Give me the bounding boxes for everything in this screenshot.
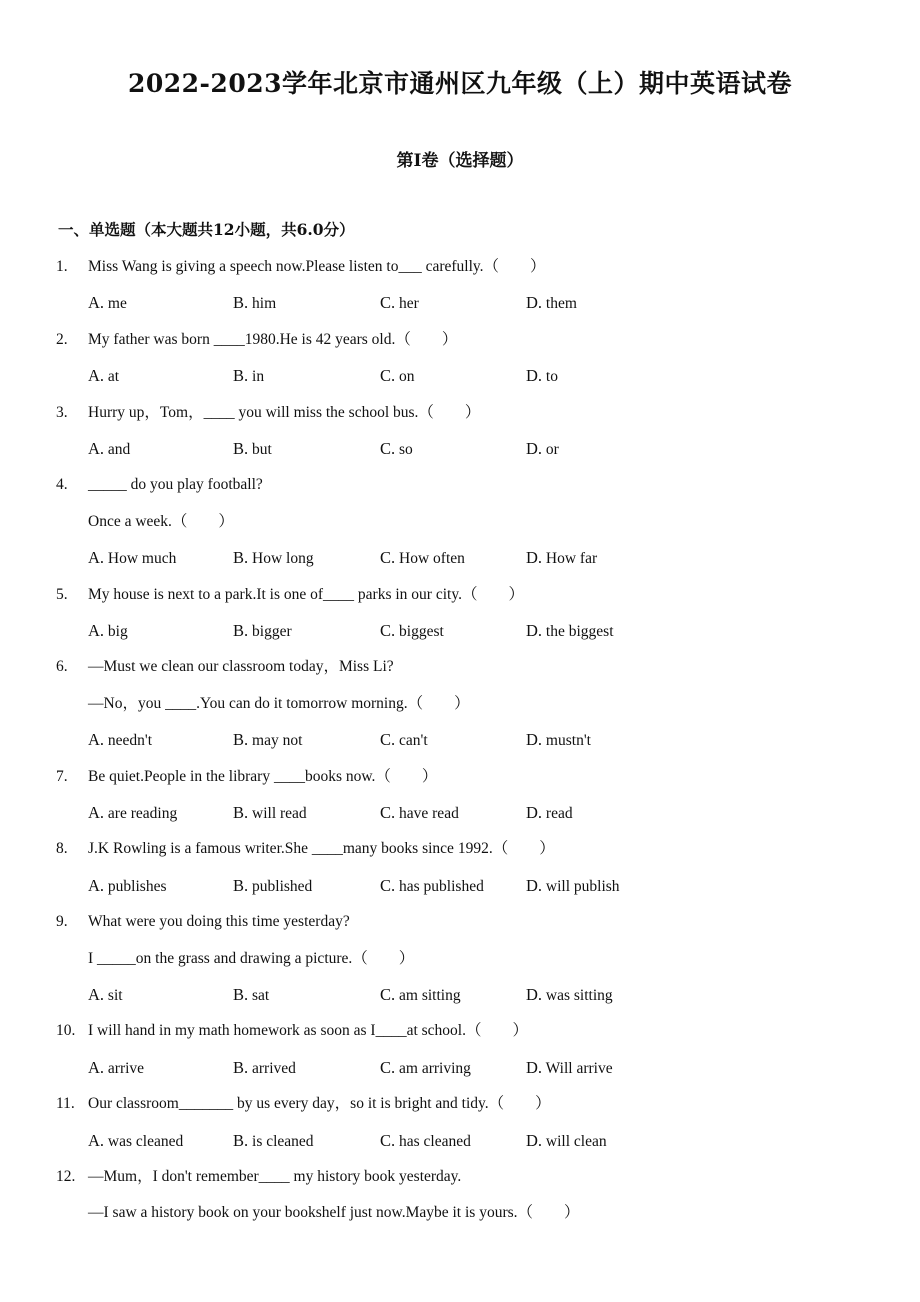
- question-number: 7.: [56, 767, 68, 785]
- option-letter: D.: [526, 803, 543, 822]
- question-12-stem: [0, 1165, 920, 1189]
- option-letter: B.: [233, 875, 249, 895]
- question-5-options: [0, 619, 920, 643]
- question-10-stem: [0, 1019, 920, 1043]
- option-letter: C.: [380, 985, 396, 1004]
- option-letter: A.: [88, 1057, 105, 1077]
- option-letter: C.: [380, 366, 396, 386]
- option-text: is cleaned: [248, 1132, 314, 1150]
- question-text: —Mum，I don't remember____ my history book yesterday.: [88, 1168, 462, 1185]
- option-text: was cleaned: [104, 1132, 184, 1150]
- option-c[interactable]: [380, 546, 465, 571]
- option-a[interactable]: [88, 546, 176, 571]
- question-number: 3.: [56, 403, 68, 421]
- option-letter: A.: [88, 875, 105, 895]
- question-number: 2.: [56, 330, 68, 348]
- part-title: 第I卷（选择题）: [396, 151, 524, 171]
- option-letter: D.: [526, 985, 543, 1004]
- question-number: 11.: [56, 1095, 75, 1113]
- question-4-options: [0, 546, 920, 570]
- question-text: My father was born ____1980.He is 42 years old.（ ）: [88, 330, 458, 348]
- option-text: has published: [395, 877, 484, 895]
- question-number: 4.: [56, 476, 68, 494]
- option-d[interactable]: [526, 291, 577, 316]
- option-text: mustn't: [542, 732, 591, 750]
- option-b[interactable]: [233, 728, 302, 753]
- option-letter: B.: [233, 1057, 249, 1077]
- option-d[interactable]: [526, 364, 558, 389]
- option-text: him: [248, 295, 277, 313]
- option-letter: C.: [380, 1057, 396, 1077]
- option-text: biggest: [395, 623, 444, 640]
- option-text: How long: [248, 550, 314, 568]
- option-letter: B.: [233, 439, 249, 458]
- option-text: was sitting: [542, 987, 613, 1004]
- option-b[interactable]: [233, 801, 307, 826]
- option-text: and: [104, 441, 131, 458]
- option-text: may not: [248, 732, 303, 750]
- option-d[interactable]: [526, 801, 573, 826]
- question-text: Miss Wang is giving a speech now.Please listen to___ carefully.（ ）: [88, 258, 546, 275]
- question-9-options: [0, 983, 920, 1007]
- option-d[interactable]: [526, 728, 591, 753]
- option-d[interactable]: [526, 1056, 613, 1081]
- question-text: I _____on the grass and drawing a picture.（ ）: [88, 949, 415, 967]
- question-11-stem: [0, 1092, 920, 1116]
- question-number: 5.: [56, 585, 68, 603]
- option-a[interactable]: [88, 874, 166, 899]
- option-text: bigger: [248, 623, 292, 640]
- option-a[interactable]: [88, 437, 130, 462]
- question-text: Be quiet.People in the library ____books now.（ ）: [88, 767, 438, 785]
- question-text: —No，you ____.You can do it tomorrow morning.（ ）: [88, 694, 470, 712]
- question-1-options: [0, 291, 920, 315]
- question-4-stem: [0, 473, 920, 497]
- option-letter: A.: [88, 803, 105, 822]
- option-c[interactable]: [380, 364, 415, 389]
- option-text: are reading: [104, 805, 178, 822]
- option-text: the biggest: [542, 623, 614, 640]
- option-text: her: [395, 295, 419, 313]
- option-text: can't: [395, 732, 428, 750]
- question-text: _____ do you play football?: [88, 476, 263, 494]
- option-c[interactable]: [380, 801, 459, 826]
- option-c[interactable]: [380, 728, 428, 753]
- question-3-options: [0, 437, 920, 461]
- option-b[interactable]: [233, 291, 276, 316]
- option-d[interactable]: [526, 983, 613, 1008]
- option-letter: B.: [233, 366, 249, 386]
- question-number: 9.: [56, 913, 68, 931]
- option-letter: D.: [526, 1130, 543, 1150]
- option-letter: B.: [233, 730, 249, 750]
- option-text: arrive: [104, 1059, 145, 1077]
- option-text: but: [248, 441, 272, 458]
- option-text: me: [104, 295, 127, 313]
- option-letter: A.: [88, 439, 105, 458]
- question-7-stem: [0, 765, 920, 789]
- question-text: —I saw a history book on your bookshelf just now.Maybe it is yours.（ ）: [88, 1204, 580, 1222]
- option-a[interactable]: [88, 983, 123, 1008]
- question-number: 10.: [56, 1022, 76, 1040]
- option-text: them: [542, 295, 577, 313]
- option-letter: B.: [233, 803, 249, 822]
- question-6-stem: [0, 655, 920, 679]
- question-number: 8.: [56, 840, 68, 858]
- question-1-stem: [0, 255, 920, 279]
- option-letter: D.: [526, 548, 543, 568]
- option-letter: C.: [380, 293, 396, 313]
- question-text: —Must we clean our classroom today，Miss Li?: [88, 658, 394, 676]
- option-text: sit: [104, 987, 123, 1004]
- option-a[interactable]: [88, 801, 177, 826]
- option-a[interactable]: [88, 364, 119, 389]
- option-a[interactable]: [88, 619, 128, 644]
- option-b[interactable]: [233, 1056, 296, 1081]
- question-number: 1.: [56, 258, 68, 275]
- option-d[interactable]: [526, 546, 597, 571]
- option-b[interactable]: [233, 983, 269, 1008]
- option-text: big: [104, 623, 128, 640]
- question-6-options: [0, 728, 920, 752]
- option-text: to: [542, 368, 558, 386]
- exam-title: 2022-2023学年北京市通州区九年级（上）期中英语试卷: [127, 69, 793, 98]
- option-c[interactable]: [380, 1056, 471, 1081]
- question-9-stem: [0, 910, 920, 934]
- option-letter: D.: [526, 293, 543, 313]
- option-c[interactable]: [380, 983, 461, 1008]
- option-c[interactable]: [380, 619, 444, 644]
- option-text: published: [248, 877, 313, 895]
- option-letter: C.: [380, 1130, 396, 1150]
- question-3-stem: [0, 401, 920, 425]
- option-letter: D.: [526, 1057, 543, 1077]
- option-d[interactable]: [526, 437, 559, 462]
- option-text: on: [395, 368, 415, 386]
- option-a[interactable]: [88, 728, 152, 753]
- option-letter: A.: [88, 621, 105, 640]
- option-letter: D.: [526, 875, 543, 895]
- option-letter: A.: [88, 985, 105, 1004]
- question-number: 12.: [56, 1168, 76, 1185]
- question-text: J.K Rowling is a famous writer.She ____many books since 1992.（ ）: [88, 840, 555, 858]
- option-b[interactable]: [233, 437, 272, 462]
- option-letter: C.: [380, 875, 396, 895]
- question-2-stem: [0, 328, 920, 352]
- option-text: needn't: [104, 732, 153, 750]
- option-text: have read: [395, 805, 459, 822]
- question-6-stem-line-2: [0, 692, 920, 716]
- option-c[interactable]: [380, 291, 419, 316]
- option-text: at: [104, 368, 120, 386]
- option-text: read: [542, 805, 573, 822]
- option-text: will read: [248, 805, 307, 822]
- question-number: 6.: [56, 658, 68, 676]
- option-text: How often: [395, 550, 465, 568]
- option-text: Will arrive: [542, 1059, 613, 1077]
- option-text: publishes: [104, 877, 167, 895]
- option-text: arrived: [248, 1059, 296, 1077]
- section-heading: 一、单选题（本大题共12小题，共6.0分）: [58, 220, 355, 239]
- question-12-stem-line-2: [0, 1201, 920, 1225]
- option-text: am sitting: [395, 987, 461, 1004]
- option-text: sat: [248, 987, 270, 1004]
- question-7-options: [0, 801, 920, 825]
- option-b[interactable]: [233, 619, 292, 644]
- option-a[interactable]: [88, 1129, 183, 1154]
- option-text: has cleaned: [395, 1132, 471, 1150]
- option-letter: B.: [233, 548, 249, 568]
- option-d[interactable]: [526, 1129, 607, 1154]
- question-text: What were you doing this time yesterday?: [88, 913, 350, 931]
- option-letter: D.: [526, 730, 543, 750]
- option-letter: C.: [380, 621, 396, 640]
- question-text: Hurry up，Tom，____ you will miss the school bus.（ ）: [88, 403, 481, 421]
- option-letter: D.: [526, 621, 543, 640]
- question-8-stem: [0, 837, 920, 861]
- question-text: Once a week.（ ）: [88, 512, 234, 530]
- option-b[interactable]: [233, 1129, 314, 1154]
- option-letter: B.: [233, 293, 249, 313]
- option-letter: C.: [380, 548, 396, 568]
- option-letter: C.: [380, 439, 396, 458]
- option-text: or: [542, 441, 559, 458]
- question-4-stem-line-2: [0, 510, 920, 534]
- option-c[interactable]: [380, 437, 413, 462]
- option-b[interactable]: [233, 546, 314, 571]
- option-text: How far: [542, 550, 598, 568]
- option-c[interactable]: [380, 874, 484, 899]
- question-text: My house is next to a park.It is one of____ parks in our city.（ ）: [88, 585, 524, 603]
- option-a[interactable]: [88, 291, 127, 316]
- option-letter: A.: [88, 293, 105, 313]
- question-text: Our classroom_______ by us every day，so it is bright and tidy.（ ）: [88, 1095, 551, 1113]
- option-letter: A.: [88, 548, 105, 568]
- question-9-stem-line-2: [0, 947, 920, 971]
- question-5-stem: [0, 583, 920, 607]
- question-10-options: [0, 1056, 920, 1080]
- option-b[interactable]: [233, 874, 312, 899]
- option-text: so: [395, 441, 413, 458]
- option-text: How much: [104, 550, 177, 568]
- option-text: in: [248, 368, 265, 386]
- option-text: am arriving: [395, 1059, 471, 1077]
- option-text: will clean: [542, 1132, 607, 1150]
- option-letter: B.: [233, 621, 249, 640]
- question-8-options: [0, 874, 920, 898]
- option-a[interactable]: [88, 1056, 144, 1081]
- option-letter: C.: [380, 803, 396, 822]
- option-letter: A.: [88, 730, 105, 750]
- option-letter: B.: [233, 1130, 249, 1150]
- option-letter: A.: [88, 366, 105, 386]
- option-letter: A.: [88, 1130, 105, 1150]
- question-text: I will hand in my math homework as soon as I____at school.（ ）: [88, 1022, 528, 1040]
- option-letter: D.: [526, 439, 543, 458]
- option-d[interactable]: [526, 619, 614, 644]
- option-text: will publish: [542, 877, 620, 895]
- option-letter: C.: [380, 730, 396, 750]
- question-2-options: [0, 364, 920, 388]
- question-11-options: [0, 1129, 920, 1153]
- option-letter: B.: [233, 985, 249, 1004]
- option-c[interactable]: [380, 1129, 471, 1154]
- option-d[interactable]: [526, 874, 620, 899]
- option-letter: D.: [526, 366, 543, 386]
- option-b[interactable]: [233, 364, 264, 389]
